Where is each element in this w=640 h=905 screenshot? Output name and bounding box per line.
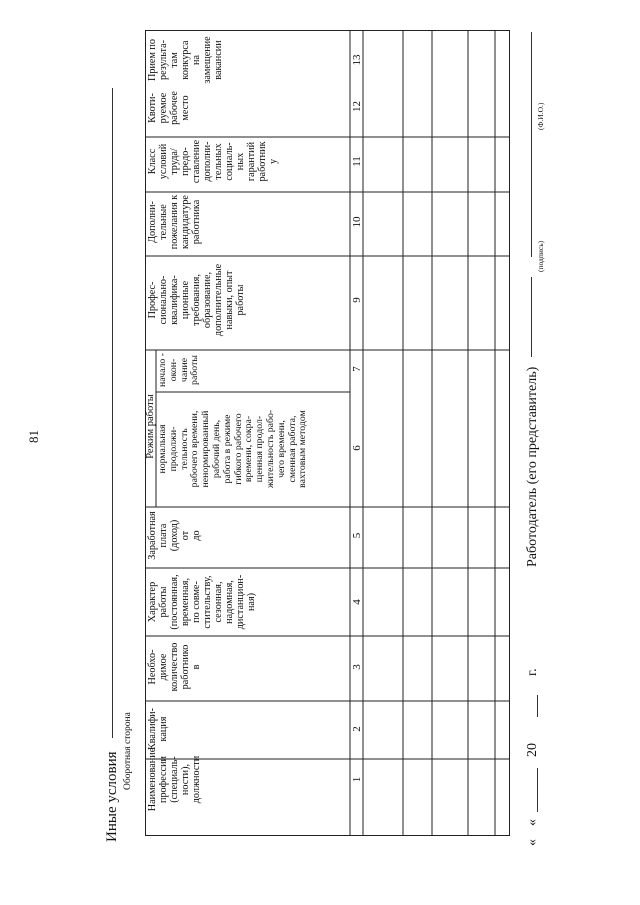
column-number: 10 [351, 216, 363, 228]
vacancy-table [145, 30, 510, 836]
header-salary: Заработная плата (доход) от до [147, 511, 202, 560]
signature-caption: (подпись) [536, 240, 545, 272]
header-work-type: Характер работы (постоянная, временная, по совме- стительству, сезонная, надомная, дистанцион- ная) [147, 574, 257, 630]
name-caption: (Ф.И.О.) [536, 102, 545, 130]
date-month-line [537, 768, 538, 812]
page-number: 81 [26, 430, 41, 443]
header-profession: Наименование профессии (специаль- ности), должности [147, 747, 202, 812]
column-number: 6 [351, 445, 363, 451]
header-work-mode: Режим работы [145, 394, 156, 459]
header-wishes: Дополни- тельные пожелания к кандидатуре работника [147, 194, 202, 250]
column-number: 2 [351, 726, 363, 732]
header-requirements: Профес- сионально- квалифика- ционные требования, образование, дополнительные навыки, опыт работы [147, 263, 246, 337]
other-conditions-line [112, 88, 113, 738]
header-work-conditions: Класс условий труда/ предо- ставление дополни- тельных социаль- ных гарантий работник у [147, 139, 279, 184]
header-qualification: Квалифи- кация [147, 707, 169, 751]
employer-label: Работодатель (его представитель) [525, 366, 540, 567]
column-number: 11 [351, 156, 363, 167]
header-quota: Квоти- руемое рабочее место [147, 91, 191, 125]
column-number: 7 [351, 366, 363, 372]
column-number: 12 [351, 101, 363, 112]
column-number: 4 [351, 599, 363, 605]
header-work-mode-normal: нормальная продолжи- тельность рабочего времени, ненормированный рабочий день, работа в режиме гибкого рабочего времени, сокра- щенная продол- жительность рабо- чего времени, сменная работа, вахтовым методом [157, 409, 309, 489]
column-number: 1 [351, 776, 363, 783]
other-conditions-label: Иные условия [104, 751, 120, 842]
date-year-line [537, 695, 538, 717]
header-work-hours: начало - окон- чание работы [157, 352, 201, 388]
reverse-side-label: Оборотная сторона [123, 712, 133, 790]
date-day-quote: « [525, 819, 540, 826]
column-number: 9 [351, 297, 363, 303]
column-number: 13 [351, 54, 363, 66]
column-number: 3 [351, 664, 363, 670]
header-competition: Прием по результа- там конкурса на замещение вакансии [147, 36, 224, 84]
name-line [531, 32, 532, 257]
column-number: 5 [351, 532, 363, 539]
signature-line [531, 277, 532, 357]
header-required-count: Необхо- димое количество работнико в [147, 642, 202, 692]
date-year-suffix: г. [525, 668, 540, 676]
date-open-quote: « [525, 839, 540, 846]
date-year-prefix: 20 [525, 743, 540, 757]
